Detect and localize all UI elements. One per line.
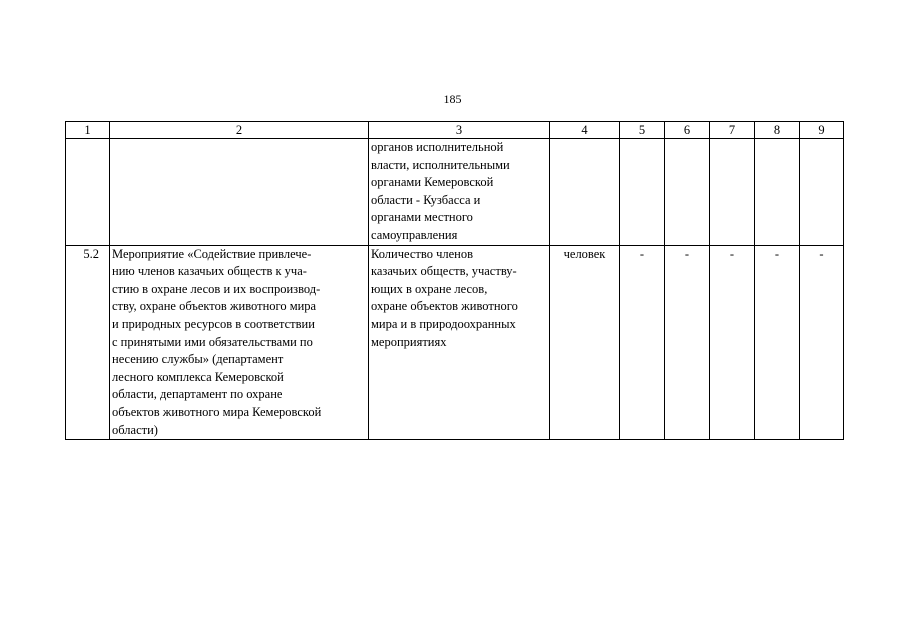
event-text-line: несению службы» (департамент (112, 352, 284, 367)
indicator-text-line: области - Кузбасса и (371, 192, 481, 207)
value-cell: - (800, 245, 844, 440)
table-row (66, 139, 844, 246)
value-cell (710, 139, 755, 246)
event-text-line: ству, охране объектов животного мира (112, 299, 317, 314)
table-header-row (66, 122, 844, 139)
event-text-line: и природных ресурсов в соответствии (112, 316, 315, 331)
row-number-cell (66, 139, 110, 246)
event-name-cell (110, 245, 369, 440)
event-text-line: объектов животного мира Кемеровской (112, 404, 322, 419)
value-cell: - (665, 245, 710, 440)
indicator-text-line: Количество членов (371, 246, 473, 261)
value-cell: - (620, 245, 665, 440)
column-header: 3 (369, 122, 550, 139)
value-cell (800, 139, 844, 246)
event-name-cell (110, 139, 369, 246)
value-cell (755, 139, 800, 246)
event-text-line: нию членов казачьих обществ к уча- (112, 264, 307, 279)
event-text-line: области, департамент по охране (112, 387, 283, 402)
indicator-text-line: ющих в охране лесов, (371, 281, 488, 296)
data-table (65, 121, 844, 440)
indicator-text-line: органов исполнительной (371, 140, 504, 154)
column-header: 5 (620, 122, 665, 139)
column-header: 4 (550, 122, 620, 139)
column-header: 6 (665, 122, 710, 139)
event-text-line: области) (112, 422, 158, 437)
value-cell (620, 139, 665, 246)
indicator-text-line: самоуправления (371, 227, 458, 242)
event-text-line: Мероприятие «Содействие привлече- (112, 246, 312, 261)
column-header: 2 (110, 122, 369, 139)
column-header: 8 (755, 122, 800, 139)
indicator-name-cell (369, 139, 550, 246)
table-row (66, 245, 844, 440)
page-number: 185 (443, 92, 462, 106)
event-text-line: с принятыми ими обязательствами по (112, 334, 313, 349)
indicator-text-line: органами местного (371, 210, 473, 225)
indicator-text-line: охране объектов животного (371, 299, 518, 314)
indicator-text-line: власти, исполнительными (371, 157, 510, 172)
indicator-text-line: органами Кемеровской (371, 175, 494, 190)
value-cell: - (710, 245, 755, 440)
column-header: 9 (800, 122, 844, 139)
indicator-text-line: мероприятиях (371, 334, 447, 349)
event-text-line: стию в охране лесов и их воспроизвод- (112, 281, 321, 296)
column-header: 7 (710, 122, 755, 139)
event-text-line: лесного комплекса Кемеровской (112, 369, 284, 384)
row-number-cell: 5.2 (66, 245, 110, 440)
column-header: 1 (66, 122, 110, 139)
indicator-name-cell (369, 245, 550, 440)
value-cell: - (755, 245, 800, 440)
unit-cell: человек (550, 245, 620, 440)
indicator-text-line: мира и в природоохранных (371, 316, 516, 331)
unit-cell (550, 139, 620, 246)
value-cell (665, 139, 710, 246)
indicator-text-line: казачьих обществ, участву- (371, 264, 517, 279)
